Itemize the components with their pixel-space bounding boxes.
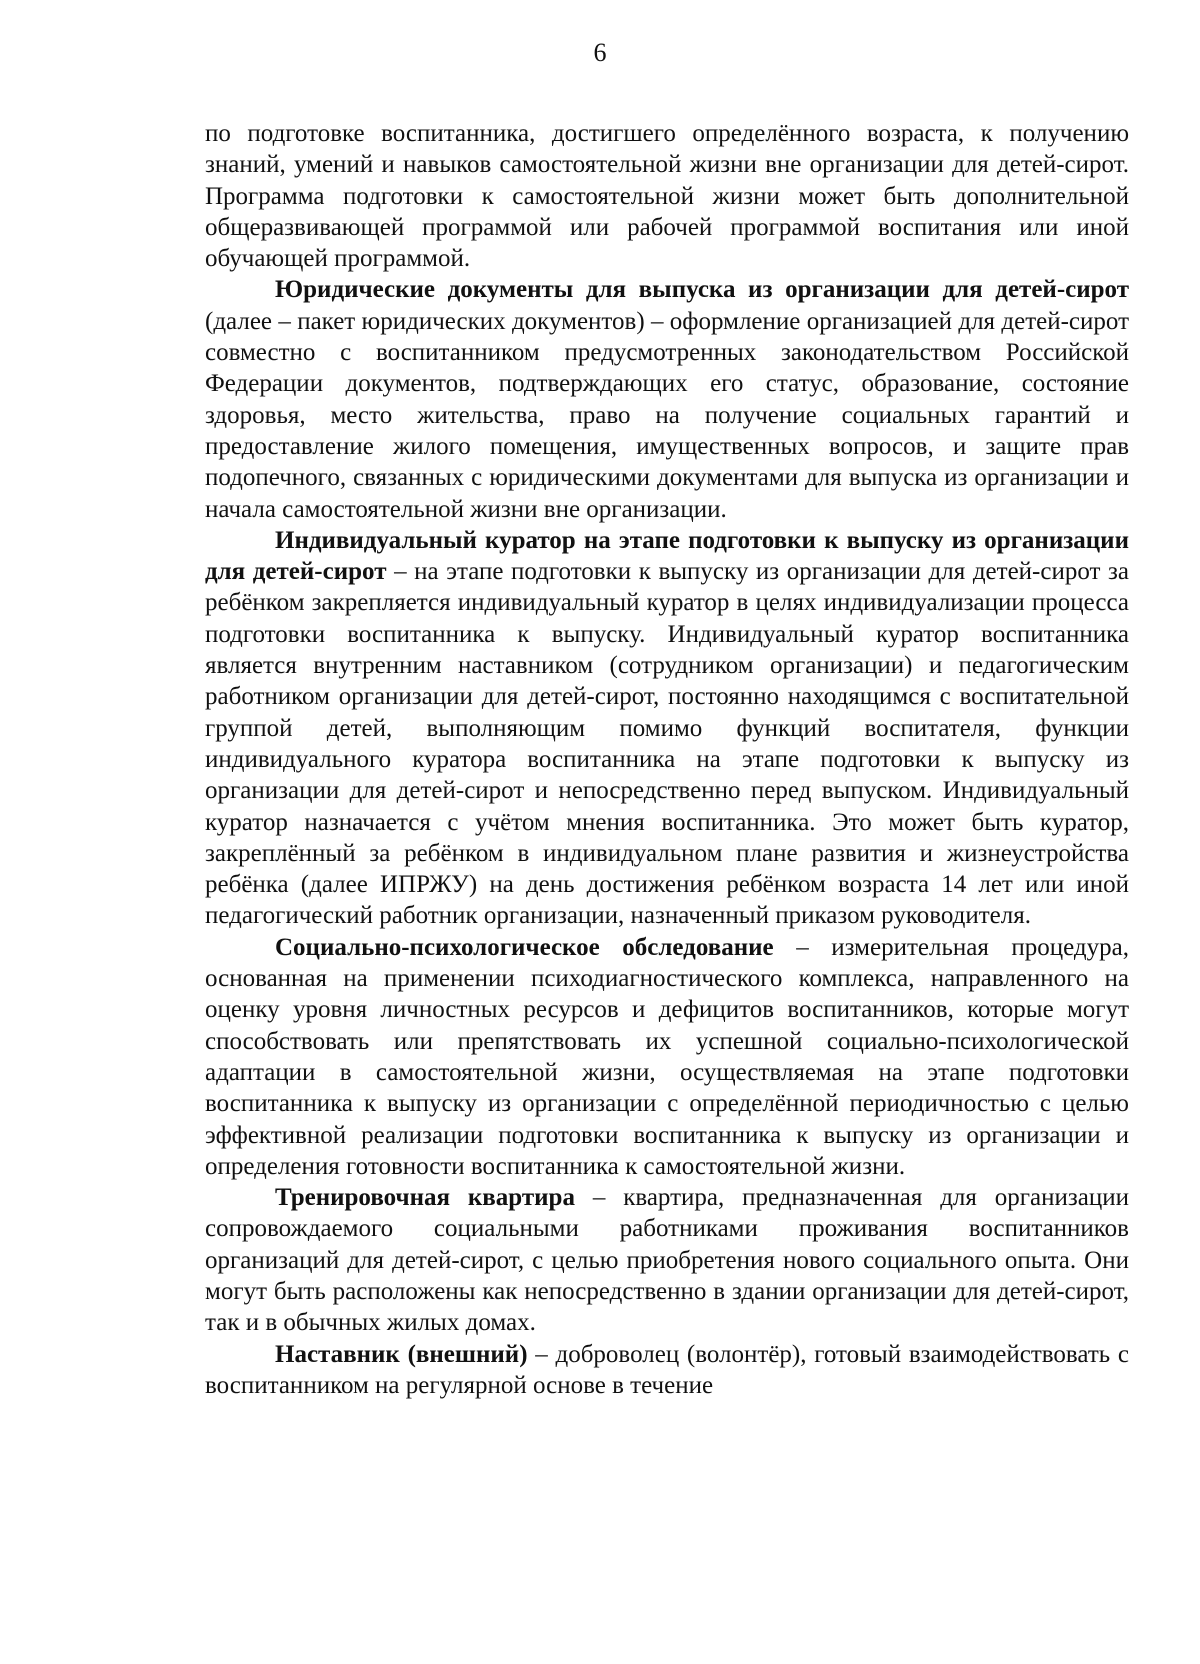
definition-text: – доброволец (волонтёр), готовый взаимодействовать с воспитанником на регулярной основе в течение [205,1340,1130,1399]
document-body [205,118,1129,1401]
definition-text: (далее – пакет юридических документов) – оформление организацией для детей-сирот совместно с воспитанником предусмотренных законодательством Российской Федерации документов, подтверждающих его статус, образование, состояние здоровья, место жительства, право на получение социальных гарантий и предоставление жилого помещения, имущественных вопросов, и защите прав подопечного, связанных с юридическими документами для выпуска из организации и начала самостоятельной жизни вне организации. [205,307,1129,523]
paragraph-text: по подготовке воспитанника, достигшего определённого возраста, к получению знаний, умений и навыков самостоятельной жизни вне организации для детей-сирот. Программа подготовки к самостоятельной жизни может быть дополнительной общеразвивающей программой или рабочей программой воспитания или иной обучающей программой. [205,120,1129,273]
definition-training-apartment [205,1182,1129,1338]
definition-text: – квартира, предназначенная для организации сопровождаемого социальными работниками проживания воспитанников организаций для детей-сирот, с целью приобретения нового социального опыта. Они могут быть расположены как непосредственно в здании организации для детей-сирот, так и в обычных жилых домах. [205,1184,1129,1337]
definition-external-mentor [205,1339,1129,1402]
page-number: 6 [593,38,607,67]
definition-term: Юридические документы для выпуска из организации для детей-сирот [275,276,1129,304]
definition-text: – измерительная процедура, основанная на применении психодиагностического комплекса, направленного на оценку уровня личностных ресурсов и дефицитов воспитанников, которые могут способствовать или препятствовать их успешной социально-психологической адаптации в самостоятельной жизни, осуществляемая на этапе подготовки воспитанника к выпуску из организации с определённой периодичностью с целью эффективной реализации подготовки воспитанника к выпуску из организации и определения готовности воспитанника к самостоятельной жизни. [205,933,1129,1180]
definition-term: Тренировочная квартира [275,1184,575,1212]
definition-text: – на этапе подготовки к выпуску из организации для детей-сирот за ребёнком закрепляется индивидуальный куратор в целях индивидуализации процесса подготовки воспитанника к выпуску. Индивидуальный куратор воспитанника является внутренним наставником (сотрудником организации) и педагогическим работником организации для детей-сирот, постоянно находящимся с воспитательной группой детей, выполняющим помимо функций воспитателя, функции индивидуального куратора воспитанника на этапе подготовки к выпуску из организации для детей-сирот и непосредственно перед выпуском. Индивидуальный куратор назначается с учётом мнения воспитанника. Это может быть куратор, закреплённый за ребёнком в индивидуальном плане развития и жизнеустройства ребёнка (далее ИПРЖУ) на день достижения ребёнком возраста 14 лет или иной педагогический работник организации, назначенный приказом руководителя. [205,558,1130,930]
definition-psychological-assessment [205,932,1129,1182]
definition-term: Индивидуальный куратор на этапе подготовки к выпуску из организации для детей-сирот [205,526,1129,586]
paragraph-continuation [205,118,1129,274]
definition-individual-curator [205,525,1129,932]
definition-legal-documents [205,274,1129,524]
definition-term: Наставник (внешний) [275,1340,528,1368]
definition-term: Социально-психологическое обследование [275,933,774,961]
